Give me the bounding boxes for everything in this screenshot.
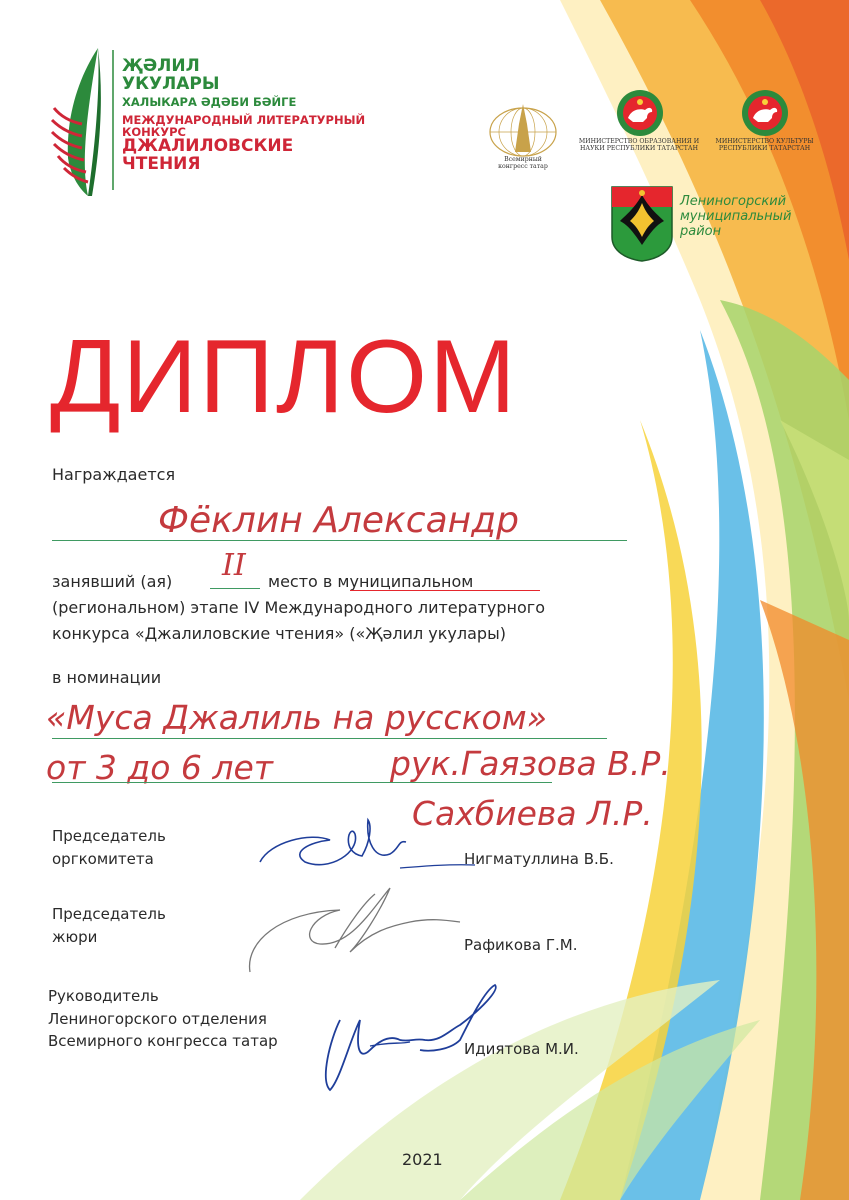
nomination-label: в номинации <box>52 668 162 687</box>
logo-line-1: ҖӘЛИЛ <box>122 56 200 76</box>
district-name <box>680 195 791 240</box>
signatory-2-name: Рафикова Г.М. <box>464 936 578 954</box>
signatory-1-role-line-2: оргкомитета <box>52 849 154 868</box>
signatory-3-name: Идиятова М.И. <box>464 1040 579 1058</box>
congress-caption: Всемирный конгресс татар <box>498 156 548 171</box>
signatory-3-role <box>48 985 278 1053</box>
nomination-underline <box>52 738 607 739</box>
congress-emblem-icon <box>487 100 559 160</box>
logo-line-2: УКУЛАРЫ <box>122 73 220 94</box>
district-coat-of-arms-icon <box>610 185 674 263</box>
recipient-name: Фёклин Александр <box>158 500 519 541</box>
stage-line: (региональном) этапе IV Международного литературного <box>52 598 545 617</box>
district-line-1: Лениногорский <box>680 194 787 209</box>
signatory-1-role <box>52 825 166 870</box>
signatory-2-role-line-1: Председатель <box>52 905 166 923</box>
quill-icon <box>48 48 118 198</box>
ministry-culture-caption: МИНИСТЕРСТВО КУЛЬТУРЫ РЕСПУБЛИКИ ТАТАРСТАН <box>715 138 814 153</box>
signatory-1-role-line-1: Председатель <box>52 827 166 845</box>
tatarstan-emblem-icon <box>615 88 665 138</box>
age-group: от 3 до 6 лет <box>46 748 273 787</box>
logo-line-3: ХАЛЫКАРА ӘДӘБИ БӘЙГЕ <box>122 94 297 109</box>
nomination-value: «Муса Джалиль на русском» <box>46 698 547 737</box>
place-prefix: занявший (ая) <box>52 572 173 591</box>
signatory-3-role-line-3: Всемирного конгресса татар <box>48 1032 278 1050</box>
signatory-1-name: Нигматуллина В.Б. <box>464 850 614 868</box>
municipal-underline <box>350 590 540 591</box>
awarded-label: Награждается <box>52 465 176 484</box>
signature-2-icon <box>240 882 470 982</box>
tatarstan-emblem-icon <box>740 88 790 138</box>
place-underline <box>210 588 260 589</box>
recipient-underline <box>52 540 627 541</box>
contest-logo <box>48 48 428 198</box>
signatory-3-role-line-1: Руководитель <box>48 987 159 1005</box>
district-line-2: муниципальный <box>680 208 792 224</box>
signatory-2-role-line-2: жюри <box>52 927 98 946</box>
ministry-education-caption: МИНИСТЕРСТВО ОБРАЗОВАНИЯ И НАУКИ РЕСПУБЛИКИ ТАТАРСТАН <box>578 138 700 153</box>
logo-line-4: МЕЖДУНАРОДНЫЙ ЛИТЕРАТУРНЫЙ КОНКУРС <box>122 112 366 139</box>
district-line-3: район <box>680 223 722 239</box>
contest-line: конкурса «Джалиловские чтения» («Җәлил укулары) <box>52 624 506 643</box>
supervisor-2: Сахбиева Л.Р. <box>412 794 653 833</box>
place-suffix: место в муниципальном <box>268 572 474 591</box>
logo-line-6: ЧТЕНИЯ <box>122 153 201 174</box>
signature-1-icon <box>250 812 480 882</box>
logo-line-5: ДЖАЛИЛОВСКИЕ <box>122 135 294 156</box>
place-value: II <box>222 548 246 583</box>
diploma-year: 2021 <box>402 1150 443 1169</box>
diploma-title: ДИПЛОМ <box>50 319 518 435</box>
signatory-3-role-line-2: Лениногорского отделения <box>48 1009 267 1028</box>
signatory-2-role <box>52 903 166 948</box>
logo-text <box>122 58 428 174</box>
supervisor-1: рук.Гаязова В.Р. <box>390 744 671 783</box>
